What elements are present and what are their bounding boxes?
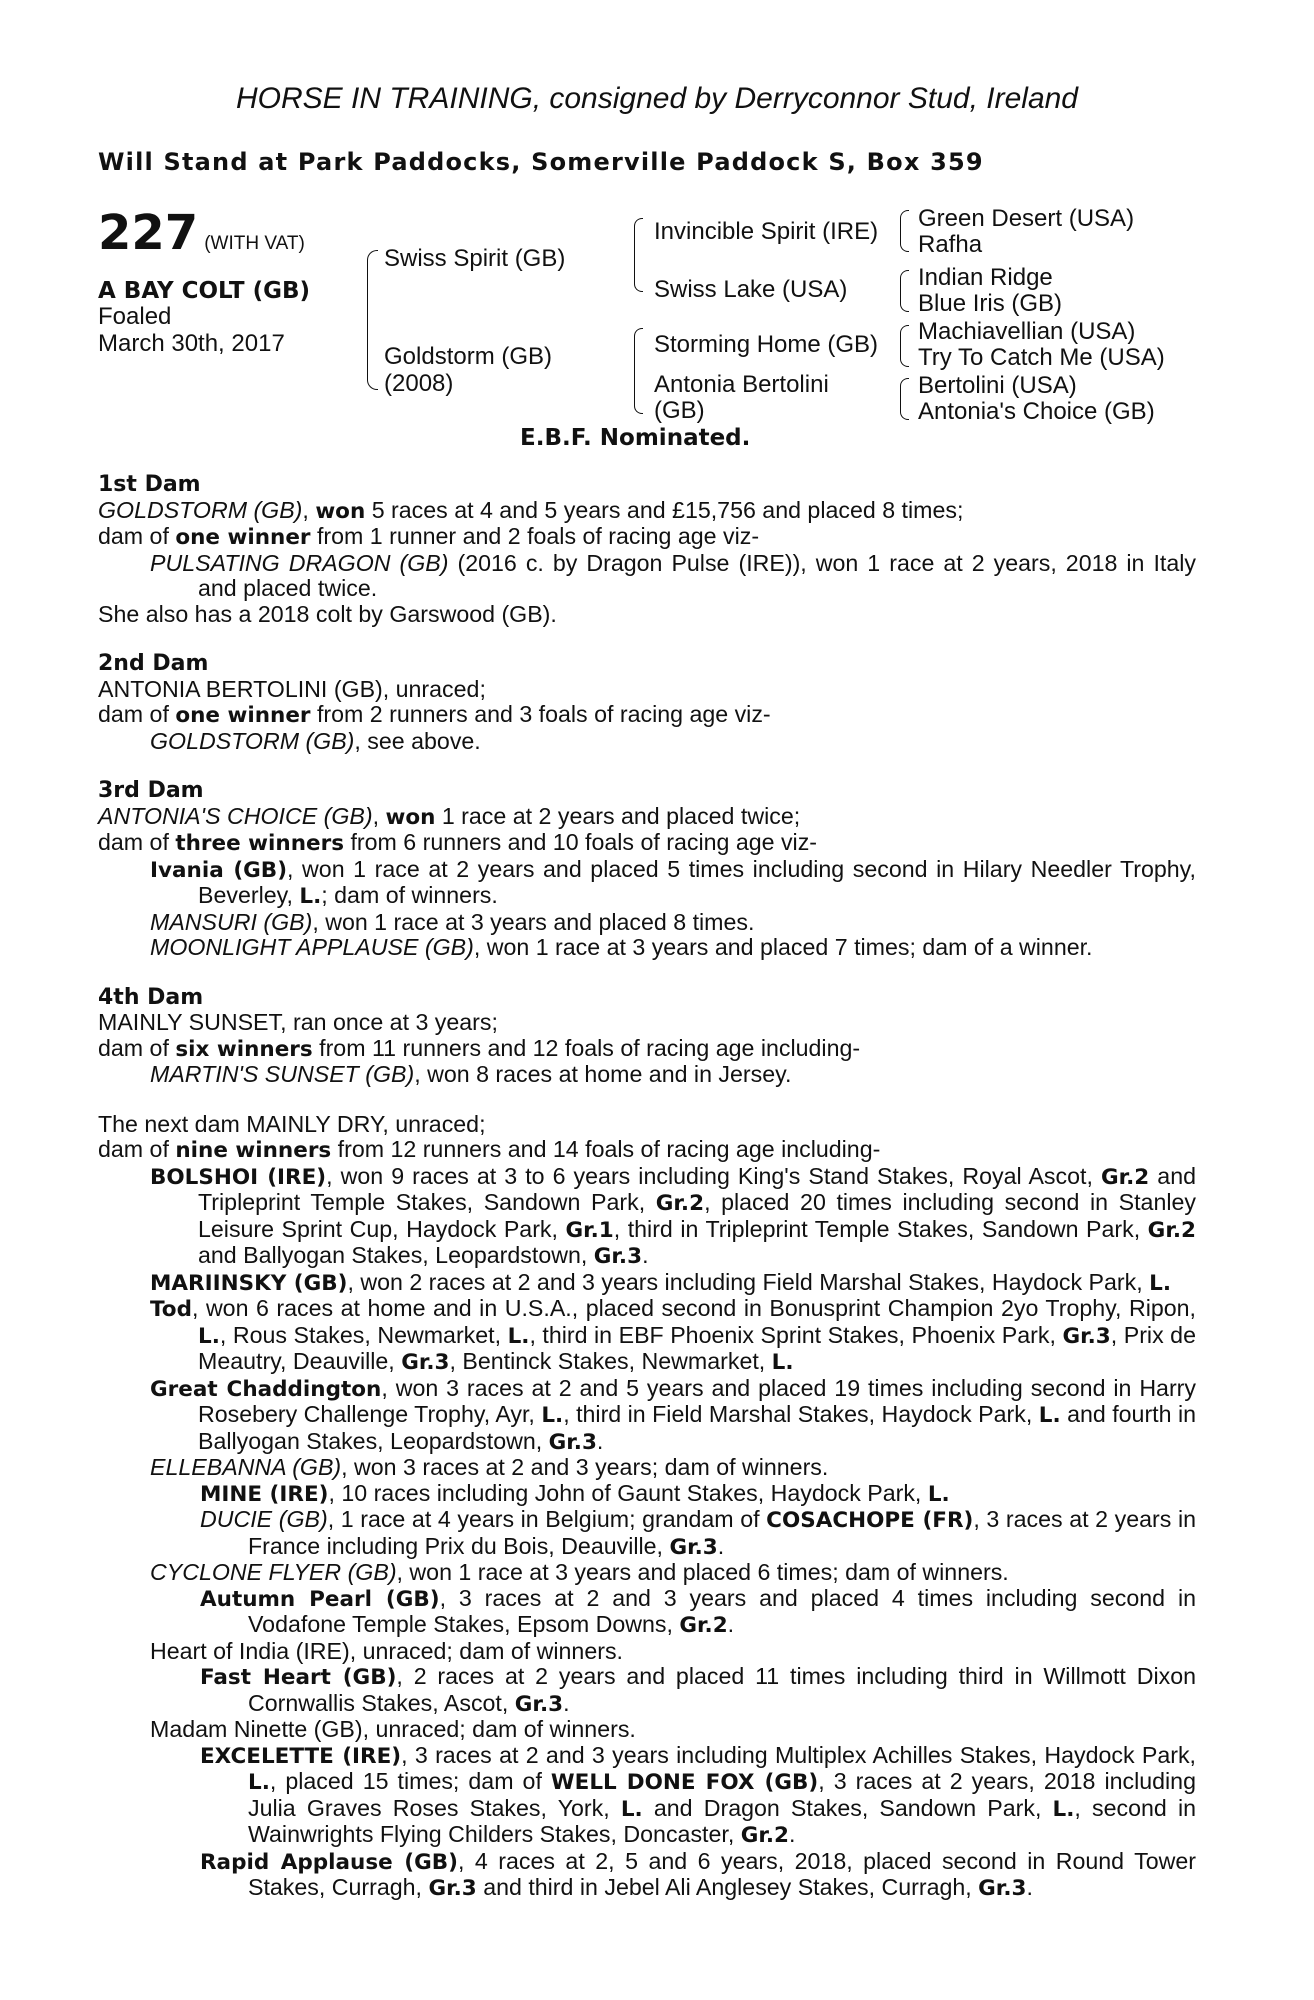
pedigree-bracket [900,270,909,312]
horse-name: PULSATING DRAGON (GB) [150,549,449,576]
horse-name: GOLDSTORM (GB) [150,727,355,754]
pedigree-bracket [900,210,909,252]
text: , Rous Stakes, Newmarket, [219,1321,508,1348]
horse-name: EXCELETTE (IRE) [200,1743,402,1769]
text: , won 8 races at home and in Jersey. [414,1061,792,1087]
ancestor-sds: Indian Ridge [918,264,1053,291]
section-heading: 2nd Dam [98,651,209,676]
offspring-line: Heart of India (IRE), unraced; dam of winners. [150,1637,623,1664]
foaled-label: Foaled [98,303,172,330]
pedigree-bracket [900,378,909,420]
grand-offspring-line [98,1586,1196,1639]
sire: Swiss Spirit (GB) [384,245,566,272]
race-grade: Gr.3 [401,1350,450,1375]
horse-name: Great Chaddington [150,1376,382,1402]
horse-name: Fast Heart (GB) [200,1665,397,1690]
produce-line [98,830,1196,857]
race-grade: Gr.3 [428,1876,477,1901]
text: , third in EBF Phoenix Sprint Stakes, Phoenix Park, [529,1321,1063,1348]
third-dam-section [98,778,1196,961]
race-grade: L. [1038,1403,1061,1428]
text: , won 3 races at 2 and 5 years and placed 19 times including second in Harry Rosebery Challenge Trophy, Ayr, [198,1374,1196,1427]
horse-name: BOLSHOI (IRE) [150,1164,327,1190]
offspring-line [98,551,1196,602]
text: , won 3 races at 2 and 3 years; dam of winners. [341,1454,829,1480]
note-line: She also has a 2018 colt by Garswood (GB). [98,600,557,627]
text: dam of [98,523,176,549]
horse-name: MOONLIGHT APPLAUSE (GB) [150,934,474,960]
text: dam of [98,701,176,727]
dam-line: The next dam MAINLY DRY, unraced; [98,1110,486,1137]
grand-offspring-line [98,1849,1196,1902]
grand-offspring-line [98,1743,1196,1849]
text: dam of [98,1136,176,1162]
horse-name: ELLEBANNA (GB) [150,1454,342,1480]
fourth-dam-section [98,985,1196,1088]
horse-name: MARTIN'S SUNSET (GB) [150,1061,415,1087]
offspring-line [98,1270,1196,1297]
race-grade: Gr.3 [978,1876,1027,1901]
race-grade: L. [299,884,322,909]
text: . [563,1689,570,1716]
dam-sire: Storming Home (GB) [654,331,879,358]
text: , 2 races at 2 years and placed 11 times including third in Willmott Dixon Cornwallis Stakes, Ascot, [248,1663,1196,1716]
ancestor-ssd: Rafha [918,231,983,258]
offspring-line [98,1296,1196,1376]
first-dam-section [98,472,1196,627]
sire-dam: Swiss Lake (USA) [654,276,848,303]
race-grade: L. [620,1796,643,1822]
text: (2016 c. by Dragon Pulse (IRE)), won 1 race at 2 years, 2018 in Italy and placed twice. [198,549,1196,601]
text: 1 race at 2 years and placed twice; [435,802,801,829]
text: , won 1 race at 3 years and placed 8 times. [312,908,755,935]
text: and Ballyogan Stakes, Leopardstown, [198,1242,594,1268]
horse-name: MINE (IRE) [200,1481,329,1507]
race-grade: Gr.3 [514,1691,564,1717]
dam-dam-suffix: (GB) [654,397,705,424]
grand-offspring-line [98,1664,1196,1717]
text: . [727,1611,735,1637]
page-title: HORSE IN TRAINING, consigned by Derryconnor Stud, Ireland [236,82,1078,115]
ancestor-dsd: Try To Catch Me (USA) [918,344,1165,371]
race-grade: Gr.2 [655,1191,705,1216]
text: , Prix de Meautry, Deauville, [198,1321,1196,1374]
offspring-line [98,1376,1196,1456]
bold-text: won [315,498,366,524]
bold-text: three winners [175,831,345,856]
race-grade: Gr.3 [1062,1323,1111,1349]
foaled-date: March 30th, 2017 [98,330,285,357]
offspring-line: Madam Ninette (GB), unraced; dam of winners. [150,1716,636,1742]
stand-location: Will Stand at Park Paddocks, Somerville Paddock S, Box 359 [98,148,984,176]
pedigree-bracket [634,328,643,414]
text: . [642,1242,649,1268]
text: , 4 races at 2, 5 and 6 years, 2018, placed second in Round Tower Stakes, Curragh, [248,1847,1196,1900]
sire-sire: Invincible Spirit (IRE) [654,218,879,245]
race-grade: L. [1052,1796,1075,1822]
text: , third in Tripleprint Temple Stakes, Sandown Park, [613,1215,1148,1242]
dam-year: (2008) [384,370,454,397]
dam-line [98,498,1196,525]
race-grade: Gr.1 [565,1217,614,1243]
lot-number: 227 [98,205,199,261]
offspring-line [98,1455,1196,1481]
text: , see above. [354,727,481,754]
section-heading: 3rd Dam [98,778,204,803]
dam-line [98,804,1196,831]
text: from 12 runners and 14 foals of racing age including- [331,1136,881,1162]
race-grade: L. [1149,1270,1171,1296]
text: dam of [98,829,176,855]
text: , won 6 races at home and in U.S.A., placed second in Bonusprint Champion 2yo Trophy, Ripon, [191,1295,1196,1321]
text: , won 2 races at 2 and 3 years including Field Marshal Stakes, Haydock Park, [347,1268,1150,1295]
text: , won 1 race at 2 years and placed 5 times including second in Hilary Needler Trophy, Beverley, [198,855,1196,908]
race-grade: Gr.2 [740,1823,790,1848]
race-grade: L. [541,1403,564,1428]
text: , 3 races at 2 years, 2018 including Julia Graves Roses Stakes, York, [248,1768,1196,1821]
grand-offspring-line [98,1481,1196,1508]
text: . [1026,1874,1033,1900]
text: and third in Jebel Ali Anglesey Stakes, Curragh, [476,1874,979,1900]
pedigree-bracket [367,250,378,390]
produce-line [98,1036,1196,1063]
text: , 1 race at 4 years in Belgium; grandam of [327,1506,767,1532]
dam-name: ANTONIA'S CHOICE (GB) [98,802,373,829]
horse-name: MARIINSKY (GB) [150,1270,348,1296]
offspring-line [98,857,1196,910]
text: and Dragon Stakes, Sandown Park, [642,1794,1053,1821]
race-grade: L. [507,1323,530,1349]
text: , 3 races at 2 years in France including Prix du Bois, Deauville, [248,1506,1196,1559]
race-grade: Gr.3 [669,1534,718,1560]
produce-record [98,472,1196,1902]
section-heading: 1st Dam [98,472,201,497]
bold-text: one winner [175,703,311,728]
dam: Goldstorm (GB) [384,343,553,370]
race-grade: Gr.3 [548,1429,597,1455]
text: and Tripleprint Temple Stakes, Sandown Park, [198,1162,1196,1215]
next-dam-section [98,1112,1196,1902]
horse-name: DUCIE (GB) [200,1506,328,1532]
race-grade: Gr.2 [679,1613,728,1638]
ancestor-sdd: Blue Iris (GB) [918,290,1063,317]
ebf-nominated: E.B.F. Nominated. [520,425,751,451]
second-dam-section [98,651,1196,754]
text: from 6 runners and 10 foals of racing age viz- [344,829,818,855]
text: dam of [98,1034,176,1061]
race-grade: Gr.2 [1147,1217,1196,1243]
dam-dam: Antonia Bertolini [654,371,829,398]
race-grade: L. [198,1323,220,1349]
race-grade: Gr.2 [1100,1164,1150,1190]
horse-name: Tod [150,1297,192,1322]
horse-name: Ivania (GB) [150,857,288,883]
text: , second in Wainwrights Flying Childers Stakes, Doncaster, [248,1794,1196,1847]
lot-description: A BAY COLT (GB) [98,278,311,304]
text: , [302,496,316,523]
horse-name: Autumn Pearl (GB) [200,1586,440,1612]
text: , placed 20 times including second in Stanley Leisure Sprint Cup, Haydock Park, [198,1189,1196,1242]
offspring-line [98,910,1196,936]
offspring-line [98,1560,1196,1586]
text: , Bentinck Stakes, Newmarket, [449,1348,772,1374]
horse-name: CYCLONE FLYER (GB) [150,1559,397,1585]
grand-offspring-line [98,1507,1196,1560]
text: , 10 races including John of Gaunt Stakes, Haydock Park, [328,1479,928,1506]
text: and fourth in Ballyogan Stakes, Leopardstown, [198,1401,1197,1454]
pedigree-bracket [634,218,643,292]
horse-name: MANSURI (GB) [150,908,313,935]
offspring-line [98,935,1196,961]
produce-line [98,1137,1196,1164]
ancestor-ddd: Antonia's Choice (GB) [918,398,1155,425]
text: , [372,802,386,829]
pedigree-bracket [900,325,909,367]
text: ; dam of winners. [321,882,498,908]
text: . [789,1821,796,1847]
offspring-line [98,1164,1196,1270]
text: , won 9 races at 3 to 6 years including King's Stand Stakes, Royal Ascot, [326,1162,1101,1189]
text: . [717,1532,725,1559]
lot-header [98,205,305,261]
dam-name: GOLDSTORM (GB) [98,496,303,523]
text: , won 1 race at 3 years and placed 6 times; dam of winners. [396,1559,1009,1585]
text: , 3 races at 2 and 3 years and placed 4 times including second in Vodafone Temple Stakes, Epsom Downs, [248,1584,1196,1637]
text: from 11 runners and 12 foals of racing age including- [312,1034,861,1061]
race-grade: L. [248,1770,270,1795]
offspring-line [98,729,1196,755]
horse-name: COSACHOPE (FR) [766,1508,974,1533]
text: , 3 races at 2 and 3 years including Multiplex Achilles Stakes, Haydock Park, [401,1741,1196,1768]
text: , won 1 race at 3 years and placed 7 times; dam of a winner. [473,934,1093,960]
bold-text: one winner [175,525,311,550]
offspring-line [98,1062,1196,1088]
bold-text: won [385,804,436,830]
bold-text: six winners [175,1036,313,1062]
text: . [596,1427,604,1454]
horse-name: WELL DONE FOX (GB) [550,1770,819,1795]
race-grade: L. [771,1350,794,1375]
ancestor-sss: Green Desert (USA) [918,205,1135,232]
text: 5 races at 4 and 5 years and £15,756 and placed 8 times; [365,496,964,523]
ancestor-dds: Bertolini (USA) [918,372,1077,399]
section-heading: 4th Dam [98,984,204,1010]
dam-line: ANTONIA BERTOLINI (GB), unraced; [98,675,486,702]
text: , third in Field Marshal Stakes, Haydock Park, [563,1401,1039,1427]
produce-line [98,524,1196,551]
ancestor-dss: Machiavellian (USA) [918,318,1136,345]
produce-line [98,702,1196,729]
bold-text: nine winners [175,1138,332,1163]
horse-name: Rapid Applause (GB) [200,1849,458,1875]
race-grade: Gr.3 [593,1244,643,1269]
dam-line: MAINLY SUNSET, ran once at 3 years; [98,1009,498,1035]
vat-note: (WITH VAT) [204,233,305,254]
text: , placed 15 times; dam of [269,1768,551,1794]
race-grade: L. [927,1481,950,1507]
text: from 2 runners and 3 foals of racing age viz- [310,701,771,727]
text: from 1 runner and 2 foals of racing age viz- [310,523,760,549]
